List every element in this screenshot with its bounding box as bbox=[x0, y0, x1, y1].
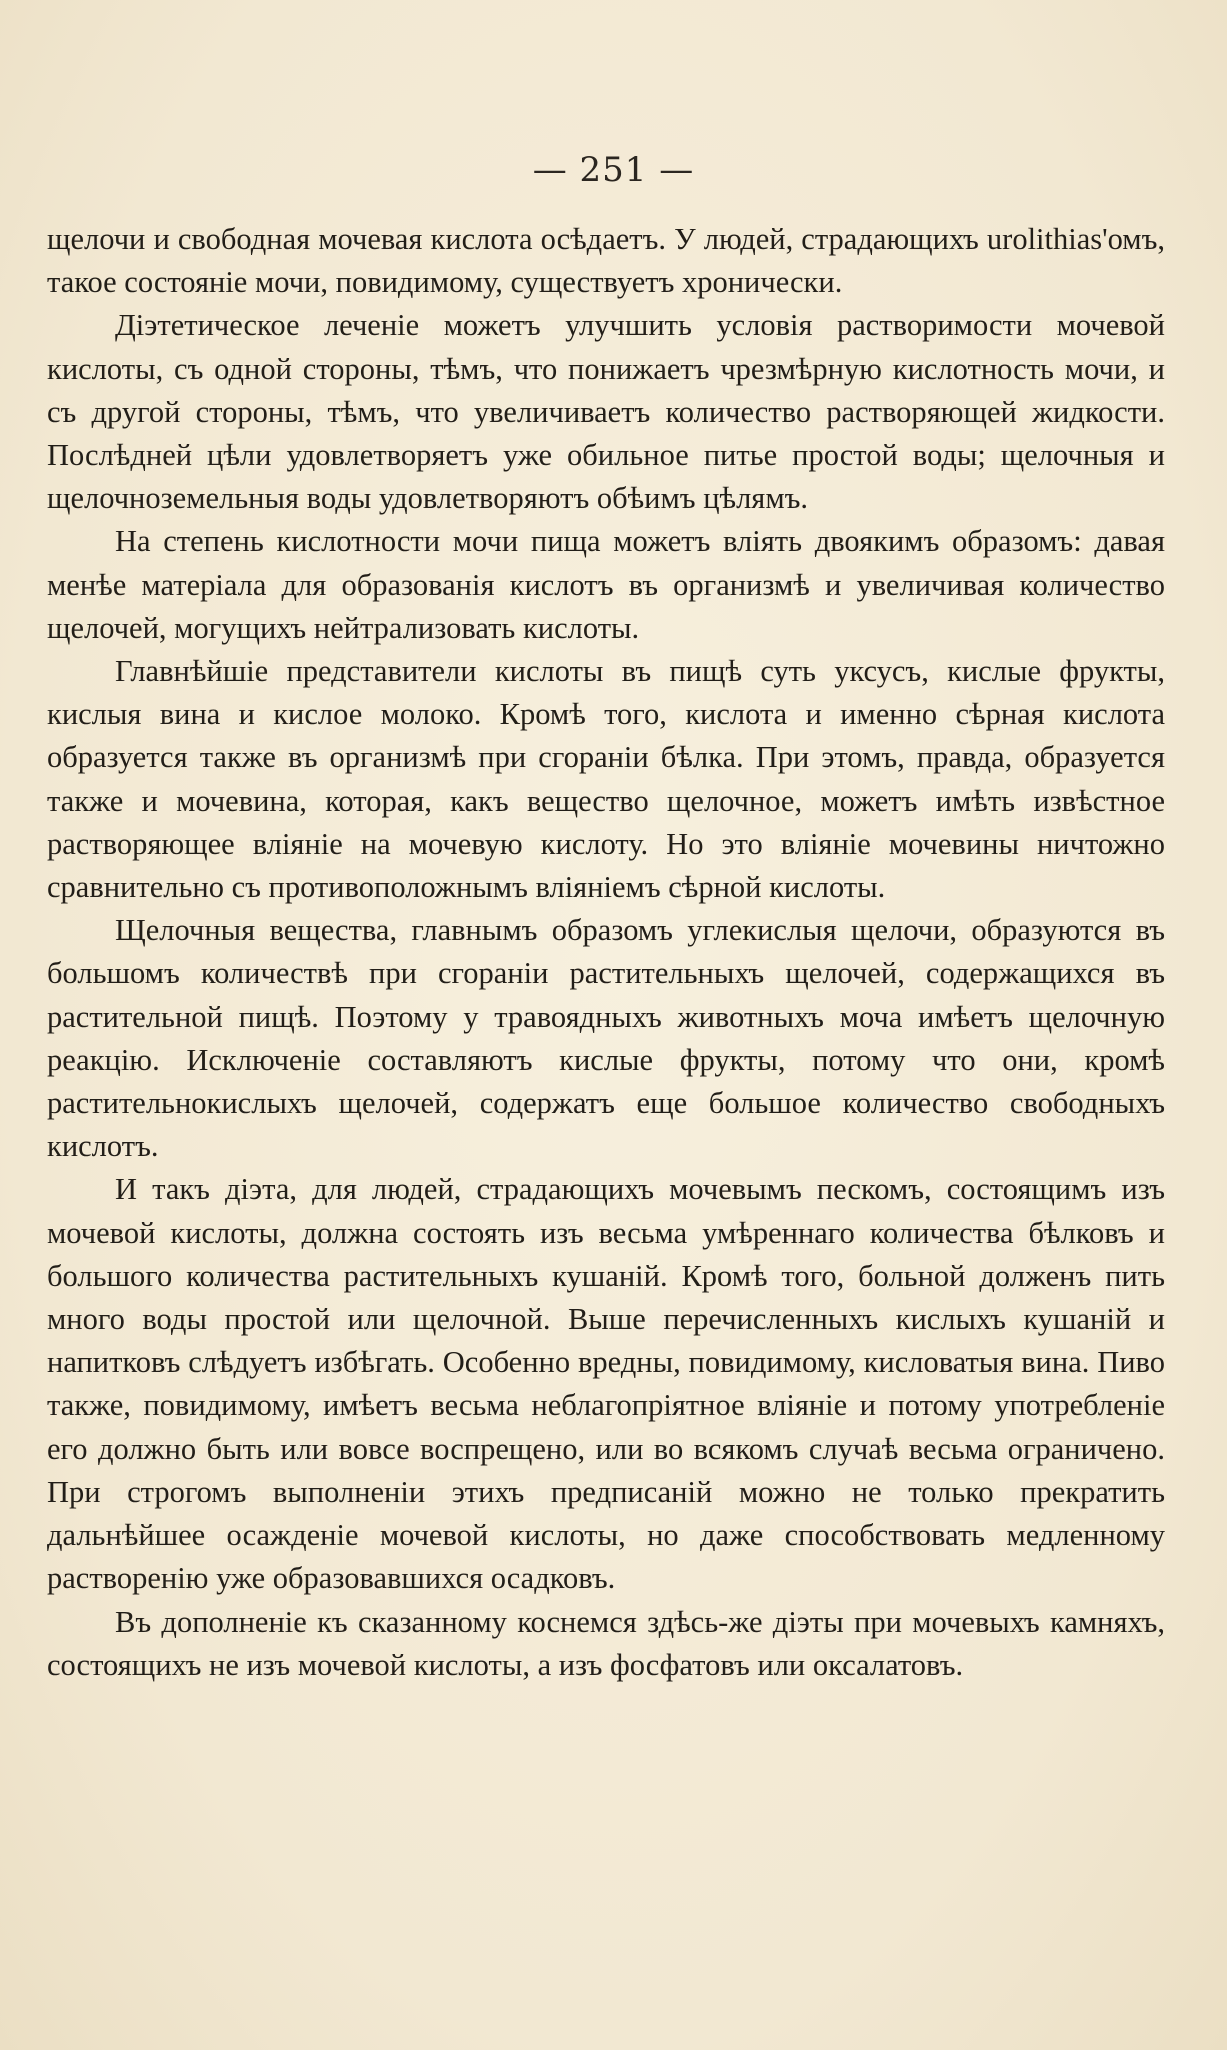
paragraph-6: И такъ діэта, для людей, страдающихъ мочевымъ пескомъ, состоящимъ изъ мочевой кислоты, должна состоять изъ весьма умѣреннаго количества бѣлковъ и большого количества растительныхъ кушаній. Кромѣ того, больной долженъ пить много воды простой или щелочной. Выше перечисленныхъ кислыхъ кушаній и напитковъ слѣдуетъ избѣгать. Особенно вредны, повидимому, кисловатыя вина. Пиво также, повидимому, имѣетъ весьма неблагопріятное вліяніе и потому употребленіе его должно быть или вовсе воспрещено, или во всякомъ случаѣ весьма ограничено. При строгомъ выполненіи этихъ предписаній можно не только прекратить дальнѣйшее осажденіе мочевой кислоты, но даже способствовать медленному растворенію уже образовавшихся осадковъ. bbox=[47, 1172, 1165, 1596]
paragraph-5: Щелочныя вещества, главнымъ образомъ углекислыя щелочи, образуются въ большомъ количествѣ при сгораніи растительныхъ щелочей, содержащихся въ растительной пищѣ. Поэтому у травоядныхъ животныхъ моча имѣетъ щелочную реакцію. Исключеніе составляютъ кислые фрукты, потому что они, кромѣ растительнокислыхъ щелочей, содержатъ еще большое количество свободныхъ кислотъ. bbox=[47, 913, 1165, 1164]
body-text bbox=[47, 218, 1165, 1687]
paragraph-4: Главнѣйшіе представители кислоты въ пищѣ суть уксусъ, кислые фрукты, кислыя вина и кислое молоко. Кромѣ того, кислота и именно сѣрная кислота образуется также въ организмѣ при сгораніи бѣлка. При этомъ, правда, образуется также и мочевина, которая, какъ вещество щелочное, можетъ имѣть извѣстное растворяющее вліяніе на мочевую кислоту. Но это вліяніе мочевины ничтожно сравнительно съ противоположнымъ вліяніемъ сѣрной кислоты. bbox=[47, 654, 1165, 905]
paragraph-2: Діэтетическое леченіе можетъ улучшить условія растворимости мочевой кислоты, съ одной стороны, тѣмъ, что понижаетъ чрезмѣрную кислотность мочи, и съ другой стороны, тѣмъ, что увеличиваетъ количество растворяющей жидкости. Послѣдней цѣли удовлетворяетъ уже обильное питье простой воды; щелочныя и щелочноземельныя воды удовлетворяютъ обѣимъ цѣлямъ. bbox=[47, 308, 1165, 516]
paragraph-7: Въ дополненіе къ сказанному коснемся здѣсь-же діэты при мочевыхъ камняхъ, состоящихъ не изъ мочевой кислоты, а изъ фосфатовъ или оксалатовъ. bbox=[47, 1604, 1165, 1682]
paragraph-1: щелочи и свободная мочевая кислота осѣдаетъ. У людей, страдающихъ urolithias'омъ, такое состояніе мочи, повидимому, существуетъ хронически. bbox=[47, 222, 1165, 300]
paragraph-3: На степень кислотности мочи пища можетъ вліять двоякимъ образомъ: давая менѣе матеріала для образованія кислотъ въ организмѣ и увеличивая количество щелочей, могущихъ нейтрализовать кислоты. bbox=[47, 524, 1165, 645]
page-number: — 251 — bbox=[532, 150, 695, 190]
